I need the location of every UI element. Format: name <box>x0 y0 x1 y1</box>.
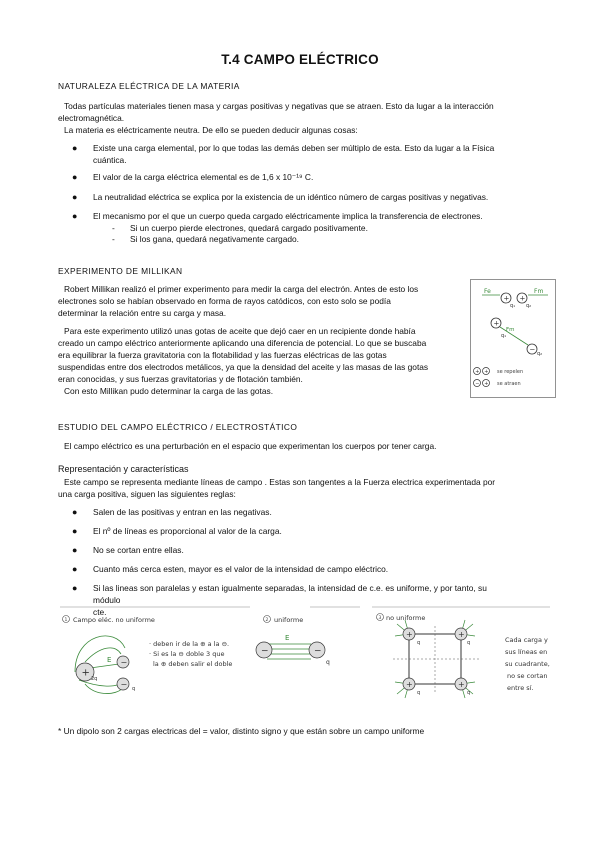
svg-text:1: 1 <box>64 618 68 623</box>
paragraph-line: creado un campo eléctrico anteriormente aplicando una diferencia de potencial. Lo que se buscaba <box>58 338 427 348</box>
sketch3-note: entre sí. <box>507 684 534 692</box>
svg-text:+: + <box>458 630 465 639</box>
svg-text:+: + <box>519 294 526 303</box>
sketch3-note: Cada carga y <box>505 636 548 644</box>
sketch3-note: su cuadrante, <box>505 660 550 668</box>
svg-text:−: − <box>475 381 480 387</box>
svg-text:+: + <box>493 319 500 328</box>
svg-text:+: + <box>406 630 413 639</box>
svg-text:+: + <box>458 680 465 689</box>
paragraph-line: determinar la relación entre su carga y masa. <box>58 308 227 318</box>
fm-label: Fm <box>534 288 544 295</box>
bullet-icon: ● <box>72 583 78 593</box>
bullet-icon: ● <box>72 526 78 536</box>
svg-text:−: − <box>120 658 128 667</box>
sketch2-title: uniforme <box>274 616 304 624</box>
svg-text:E: E <box>107 656 112 664</box>
svg-text:q₁: q₁ <box>510 303 516 309</box>
paragraph-line: Robert Millikan realizó el primer experimento para medir la carga del electrón. Antes de esto los <box>64 284 419 294</box>
millikan-figure <box>470 279 556 398</box>
svg-text:+: + <box>484 369 489 375</box>
paragraph-line: suspendidas entre dos electrodos metálicos, ya que la densidad del aceite y las masas de las gotas <box>58 362 429 372</box>
paragraph-line: eran conocidas, y sus fuerzas gravitatorias y de flotación también. <box>58 374 303 384</box>
bullet-icon: ● <box>72 172 78 182</box>
legend-atraen: se atraen <box>497 381 521 387</box>
section-heading-naturaleza: NATURALEZA ELÉCTRICA DE LA MATERIA <box>58 81 240 91</box>
figure-frame <box>471 280 556 398</box>
bullet-icon: ● <box>72 192 78 202</box>
bullet-icon: ● <box>72 564 78 574</box>
field-lines-sketches <box>55 604 555 704</box>
svg-text:q₂: q₂ <box>526 303 532 309</box>
svg-text:q₂: q₂ <box>537 351 543 357</box>
svg-text:q: q <box>467 690 471 696</box>
sketch1-title: Campo eléc. no uniforme <box>73 616 155 624</box>
paragraph-line: La materia es eléctricamente neutra. De ello se pueden deducir algunas cosas: <box>64 125 358 135</box>
svg-text:2q: 2q <box>91 676 98 682</box>
footnote: * Un dipolo son 2 cargas electricas del = valor, distinto signo y que están sobre un campo uniforme <box>58 726 425 736</box>
sketch3-note: sus líneas en <box>505 648 548 656</box>
paragraph-line: Este campo se representa mediante líneas de campo . Estas son tangentes a la Fuerza electrica experimentada por <box>64 477 496 487</box>
paragraph-line: Todas partículas materiales tienen masa y cargas positivas y negativas que se atraen. Esto da lugar a la interacción <box>64 101 494 111</box>
paragraph-line: El campo eléctrico es una perturbación en el espacio que experimentan los cuerpos por tener carga. <box>64 441 437 451</box>
paragraph-line: Con esto Millikan pudo determinar la carga de las gotas. <box>64 386 274 396</box>
paragraph-line: una carga positiva, siguen las siguientes reglas: <box>58 489 236 499</box>
page-title: T.4 CAMPO ELÉCTRICO <box>221 52 379 67</box>
svg-text:q: q <box>417 640 421 646</box>
section-heading-millikan: EXPERIMENTO DE MILLIKAN <box>58 266 183 276</box>
sketch1-note: la ⊕ deben salir el doble <box>153 660 233 668</box>
svg-text:+: + <box>406 680 413 689</box>
svg-text:2: 2 <box>265 618 269 623</box>
svg-text:3: 3 <box>378 616 382 621</box>
svg-text:+: + <box>81 667 90 679</box>
paragraph-line: era equilibrar la fuerza gravitatoria con la flotabilidad y las fuerzas eléctricas de las gotas <box>58 350 387 360</box>
paragraph-line: electrones solo se habían observado en forma de rayos catódicos, con esto solo se podía <box>58 296 391 306</box>
section-heading-estudio: ESTUDIO DEL CAMPO ELÉCTRICO / ELECTROSTÁTICO <box>58 422 298 432</box>
sketch1-note: · deben ir de la ⊕ a la ⊖. <box>149 640 230 648</box>
sketch3-note: no se cortan <box>507 672 548 680</box>
sketch3-title: no uniforme <box>386 614 426 622</box>
svg-text:q: q <box>132 686 136 692</box>
svg-text:q: q <box>417 690 421 696</box>
svg-text:−: − <box>314 646 322 657</box>
svg-text:E: E <box>285 634 290 642</box>
paragraph-line: Para este experimento utilizó unas gotas de aceite que dejó caer en un recipiente donde había <box>64 326 416 336</box>
subsection-heading: Representación y características <box>58 464 189 474</box>
bullet-icon: ● <box>72 143 78 153</box>
legend-repelen: se repelen <box>497 369 524 375</box>
svg-text:−: − <box>261 646 269 657</box>
svg-text:−: − <box>529 345 536 354</box>
svg-text:+: + <box>475 369 480 375</box>
svg-text:q₁: q₁ <box>501 333 507 339</box>
bullet-icon: ● <box>72 507 78 517</box>
svg-text:+: + <box>484 381 489 387</box>
sketch1-note: · Si es la ⊖ doble 3 que <box>149 650 225 658</box>
svg-text:q: q <box>326 659 330 666</box>
svg-text:q: q <box>467 640 471 646</box>
svg-text:+: + <box>503 294 510 303</box>
svg-text:Fm: Fm <box>506 327 515 333</box>
paragraph-line: electromagnética. <box>58 113 125 123</box>
bullet-icon: ● <box>72 545 78 555</box>
svg-text:−: − <box>120 680 128 689</box>
fe-label: Fe <box>484 288 491 295</box>
bullet-icon: ● <box>72 211 78 221</box>
document-page: T.4 CAMPO ELÉCTRICO NATURALEZA ELÉCTRICA DE LA MATERIA Todas partículas materiales tienen masa y cargas positivas y negativas que se atraen. Esto da lugar a la interacción electromagnética. La materia es eléctricamente neutra. De ello se pueden deducir algunas cosas: ● Existe una carga elemental, por lo que todas las demás deben ser múltiplo de esta. Esto da lugar a la Física cuántica. ● El valor de la carga eléctrica elemental es de 1,6 x 10⁻¹⁹ C. ● La neutralidad eléctrica se explica por la existencia de un idéntico número de cargas positivas y negativas. ● El mecanismo por el que un cuerpo queda cargado eléctricamente implica la transferencia de electrones. - Si un cuerpo pierde electrones, quedará cargado positivamente. - Si los gana, quedará negativamente cargado. EXPERIMENTO DE MILLIKAN Robert Millikan realizó el primer experimento para medir la carga del electrón. Antes de esto los electrones solo se habían observado en forma de rayos catódicos, con esto solo se podía determinar la relación entre su carga y masa. Para este experimento utilizó unas gotas de aceite que dejó caer en un recipiente donde había creado un campo eléctrico anteriormente aplicando una diferencia de potencial. Lo que se buscaba era equilibrar la fuerza gravitatoria con la flotabilidad y las fuerzas eléctricas de las gotas suspendidas entre dos electrodos metálicos, ya que la densidad del aceite y las masas de las gotas eran conocidas, y sus fuerzas gravitatorias y de flotación también. Con esto Millikan pudo determinar la carga de las gotas. Fe + + Fm q₁ q₂ + Fm − q₂ q₁ + + se repelen − + se atraen ESTUDIO DEL CAMPO ELÉCTRICO / ELECTROSTÁTICO El campo eléctrico es una perturbación en el espacio que experimentan los cuerpos por tener carga. Representación y características Este campo se representa mediante líneas de campo . Estas son tangentes a la Fuerza electrica experimentada por una carga positiva, siguen las siguientes reglas: ● Salen de las positivas y entran en las negativas. ● El nº de líneas es proporcional al valor de la carga. ● No se cortan entre ellas. ● Cuanto más cerca esten, mayor es el valor de la intensidad de campo eléctrico. ● Si las lineas son paralelas y estan igualmente separadas, la intensidad de c.e. es uniforme, y por tanto, su módulo cte. 1 Campo eléc. no uniforme + − − E 2q q · deben ir de la ⊕ a la ⊖. · Si es la ⊖ doble 3 que la ⊕ deben salir el doble 2 uniforme E − − q 3 no uniforme + + + + q q q q Cada carga y sus líneas en su cuadrante, no se cortan entre sí. * Un dipolo son 2 cargas electricas del = valor, distinto signo y que están sobre un campo uniforme <box>0 0 600 848</box>
